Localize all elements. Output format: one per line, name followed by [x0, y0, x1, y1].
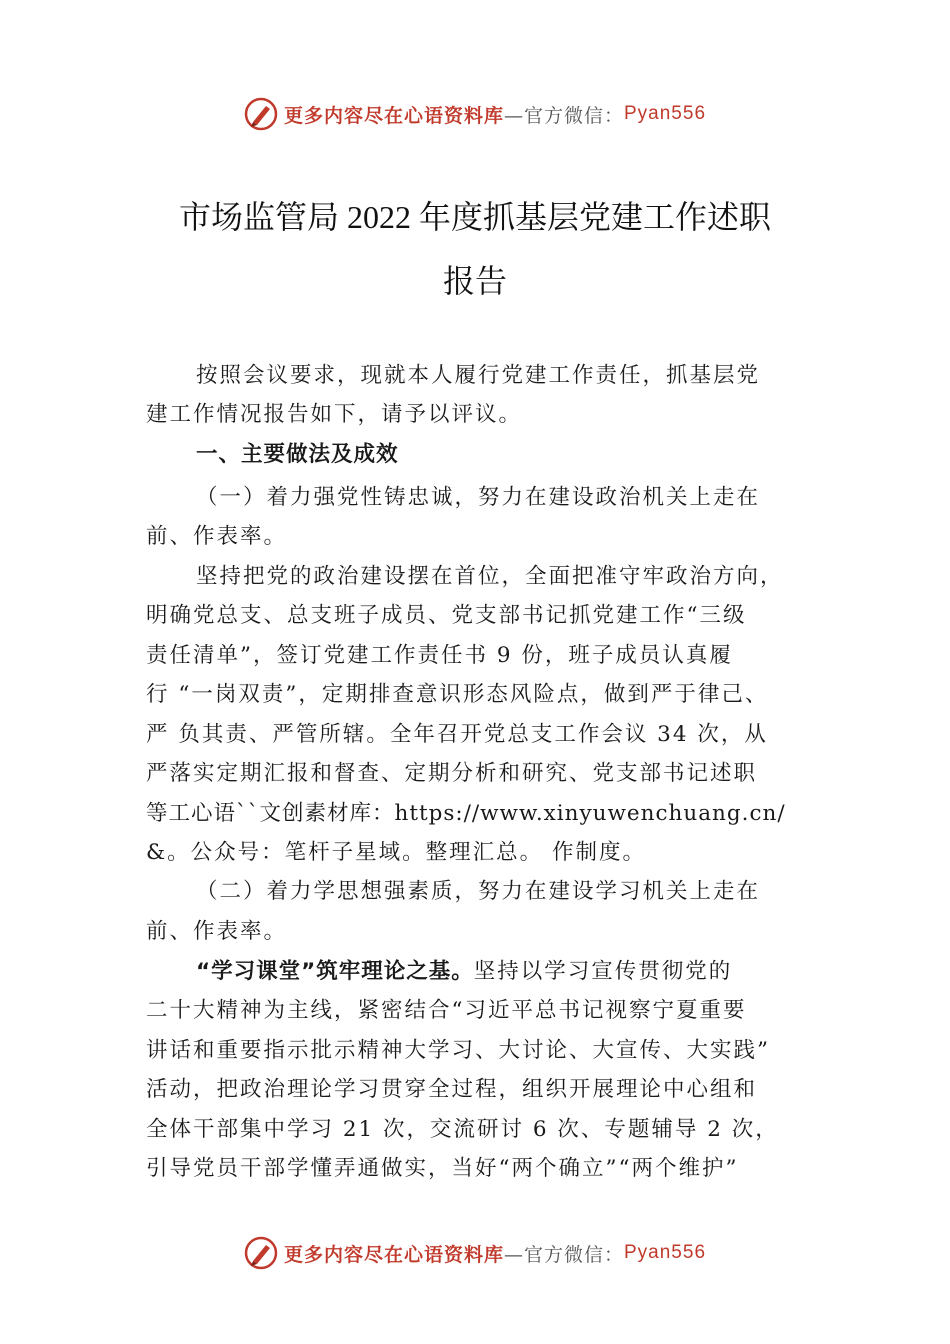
paragraph-intro-line: 建工作情况报告如下，请予以评议。	[146, 402, 523, 427]
watermark-main-text: 更多内容尽在心语资料库	[283, 1243, 504, 1266]
subsection-heading-line: 前、作表率。	[146, 524, 288, 549]
paragraph-intro-line: 按照会议要求，现就本人履行党建工作责任，抓基层党	[196, 363, 761, 388]
paragraph-line: 行 “一岗双责”，定期排查意识形态风险点，做到严于律己、	[146, 682, 769, 707]
paragraph-line: &。公众号：笔杆子星域。整理汇总。 作制度。	[146, 840, 646, 865]
section-heading: 一、主要做法及成效	[196, 442, 399, 467]
paragraph-line: 全体干部集中学习 21 次，交流研讨 6 次、专题辅导 2 次，	[146, 1117, 779, 1142]
pen-logo-icon	[244, 97, 278, 131]
paragraph-line: 引导党员干部学懂弄通做实，当好“两个确立”“两个维护”	[146, 1156, 739, 1181]
paragraph-line: 活动，把政治理论学习贯穿全过程，组织开展理论中心组和	[146, 1077, 758, 1102]
watermark-wechat-id: Pyan556	[624, 103, 707, 124]
paragraph-line: 等工心语``文创素材库：https://www.xinyuwenchuang.cn/	[146, 801, 786, 826]
watermark-banner-bottom	[0, 1233, 950, 1273]
paragraph-line: 坚持把党的政治建设摆在首位，全面把准守牢政治方向，	[196, 564, 784, 589]
paragraph-line: 严落实定期汇报和督查、定期分析和研究、党支部书记述职	[146, 761, 758, 786]
subsection-heading-line: （二）着力学思想强素质，努力在建设学习机关上走在	[196, 879, 761, 904]
document-title-line-2: 报告	[442, 263, 507, 299]
paragraph-line: 责任清单”，签订党建工作责任书 9 份，班子成员认真履	[146, 643, 733, 668]
paragraph-lead-bold: “学习课堂”筑牢理论之基。	[196, 959, 474, 984]
paragraph-line	[196, 954, 732, 985]
paragraph-line: 二十大精神为主线，紧密结合“习近平总书记视察宁夏重要	[146, 998, 747, 1023]
pen-logo-icon	[244, 1236, 278, 1270]
watermark-wechat-id: Pyan556	[624, 1242, 707, 1263]
subsection-heading-line: 前、作表率。	[146, 919, 288, 944]
watermark-separator-text: —官方微信：	[503, 104, 624, 127]
watermark-banner-top	[0, 94, 950, 134]
paragraph-line: 严 负其责、严管所辖。全年召开党总支工作会议 34 次，从	[146, 722, 768, 747]
document-title-line-1: 市场监管局 2022 年度抓基层党建工作述职	[178, 199, 771, 235]
paragraph-lead-rest: 坚持以学习宣传贯彻党的	[473, 959, 733, 984]
paragraph-line: 明确党总支、总支班子成员、党支部书记抓党建工作“三级	[146, 603, 747, 628]
paragraph-line: 讲话和重要指示批示精神大学习、大讨论、大宣传、大实践”	[146, 1038, 770, 1063]
watermark-main-text: 更多内容尽在心语资料库	[283, 104, 504, 127]
watermark-separator-text: —官方微信：	[503, 1243, 624, 1266]
subsection-heading-line: （一）着力强党性铸忠诚，努力在建设政治机关上走在	[196, 485, 761, 510]
